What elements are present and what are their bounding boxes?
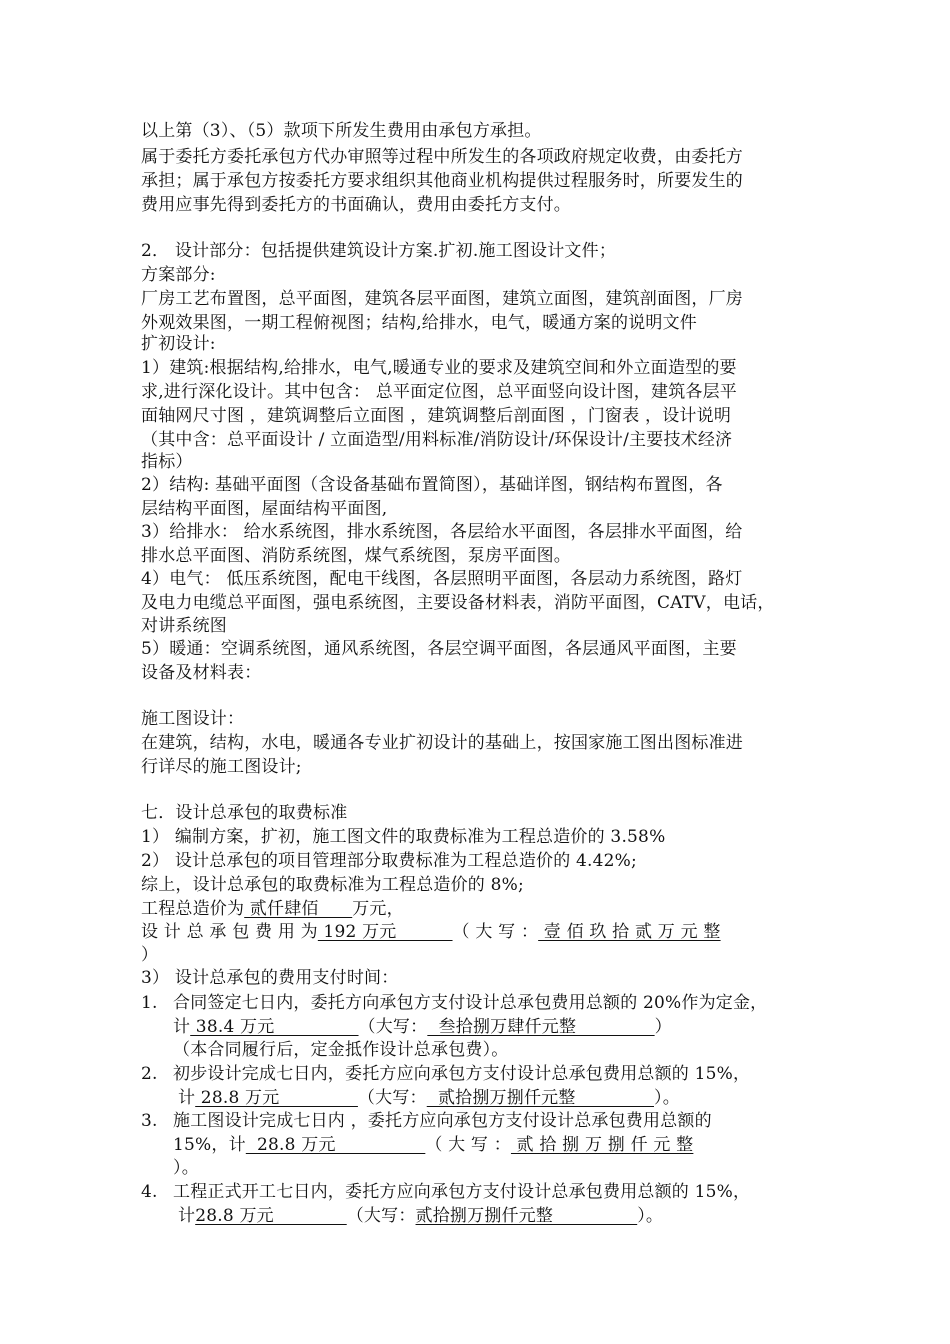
arch-line2: 求,进行深化设计。其中包含： 总平面定位图，总平面竖向设计图，建筑各层平 — [141, 382, 738, 402]
payment-3-text: 施工图设计完成七日内 ，委托方应向承包方支付设计总承包费用总额的 — [173, 1111, 712, 1131]
payment-3-line1 — [141, 1110, 712, 1132]
payment-2-line2 — [178, 1087, 680, 1109]
para1-line4: 费用应事先得到委托方的书面确认，费用由委托方支付。 — [141, 195, 571, 215]
design-fee-value: 192 万元 — [317, 922, 453, 942]
payment-1-text: 合同签定七日内，委托方向承包方支付设计总承包费用总额的 20%作为定金， — [173, 993, 768, 1013]
hvac-line1: 5）暖通：空调系统图，通风系统图，各层空调平面图，各层通风平面图，主要 — [141, 639, 737, 659]
payment-4-amount: 28.8 万元 — [195, 1206, 347, 1226]
payment-2-text: 初步设计完成七日内，委托方应向承包方支付设计总承包费用总额的 15%， — [173, 1064, 751, 1084]
scheme-line1: 厂房工艺布置图，总平面图，建筑各层平面图，建筑立面图，建筑剖面图，厂房 — [141, 289, 743, 309]
para1-line1: 以上第（3）、（5）款项下所发生费用由承包方承担。 — [141, 121, 542, 141]
payment-1-number: 1. — [141, 993, 158, 1013]
payment-4-text: 工程正式开工七日内，委托方应向承包方支付设计总承包费用总额的 15%， — [173, 1182, 751, 1202]
elec-line2: 及电力电缆总平面图，强电系统图，主要设备材料表，消防平面图，CATV，电话， — [141, 593, 775, 613]
payment-1-line2 — [173, 1016, 672, 1038]
scheme-line2: 外观效果图，一期工程俯视图；结构,给排水，电气，暖通方案的说明文件 — [141, 313, 698, 333]
design-fee-upper: 壹 佰 玖 拾 贰 万 元 整 — [538, 922, 721, 942]
payment-4-upper: 贰拾捌万捌仟元整 — [415, 1206, 638, 1226]
arch-line4: （其中含：总平面设计 / 立面造型/用料标准/消防设计/环保设计/主要技术经济 — [141, 430, 733, 450]
construction-label: 施工图设计： — [141, 709, 245, 729]
payment-3-prefix: 15%，计 — [173, 1135, 246, 1155]
prelim-label: 扩初设计: — [141, 334, 216, 354]
total-price-suffix: 万元， — [352, 899, 404, 919]
payment-4-line2 — [178, 1205, 663, 1227]
construction-line2: 行详尽的施工图设计; — [141, 757, 302, 777]
plumb-line1: 3）给排水： 给水系统图，排水系统图，各层给水平面图，各层排水平面图，给 — [141, 522, 743, 542]
payment-1-note: （本合同履行后，定金抵作设计总承包费）。 — [173, 1040, 509, 1060]
payment-1-mid: （大写： — [358, 1017, 428, 1037]
payment-3-line2 — [173, 1134, 693, 1156]
plumb-line2: 排水总平面图、消防系统图，煤气系统图，泵房平面图。 — [141, 546, 571, 566]
para1-line2: 属于委托方委托承包方代办审照等过程中所发生的各项政府规定收费，由委托方 — [141, 147, 743, 167]
payment-1-close: ） — [654, 1017, 672, 1037]
elec-line1: 4）电气： 低压系统图，配电干线图，各层照明平面图，各层动力系统图，路灯 — [141, 569, 743, 589]
struct-line2: 层结构平面图，屋面结构平面图, — [141, 499, 388, 519]
arch-line1: 1）建筑:根据结构,给排水，电气,暖通专业的要求及建筑空间和外立面造型的要 — [141, 358, 737, 378]
payment-4-close: ）。 — [637, 1206, 664, 1226]
elec-line3: 对讲系统图 — [141, 616, 227, 636]
payment-3-mid: （ 大 写 ： — [425, 1135, 511, 1155]
payment-4-number: 4. — [141, 1182, 158, 1202]
section7-heading: 七．设计总承包的取费标准 — [141, 803, 348, 823]
total-price-value: 贰仟肆佰 — [244, 899, 353, 919]
payment-2-number: 2. — [141, 1064, 158, 1084]
payment-time-heading: 3） 设计总承包的费用支付时间： — [141, 968, 399, 988]
scheme-label: 方案部分: — [141, 265, 216, 285]
design-fee-prefix: 设 计 总 承 包 费 用 为 — [141, 922, 318, 942]
payment-3-close: ）。 — [173, 1158, 199, 1178]
fee-item1: 1） 编制方案，扩初，施工图文件的取费标准为工程总造价的 3.58% — [141, 827, 666, 847]
payment-4-prefix: 计 — [178, 1206, 196, 1226]
payment-1-prefix: 计 — [173, 1017, 191, 1037]
arch-line5: 指标） — [141, 452, 193, 472]
payment-2-amount: 28.8 万元 — [195, 1088, 358, 1108]
section2-heading: 2． 设计部分：包括提供建筑设计方案.扩初.施工图设计文件； — [141, 241, 617, 261]
payment-3-number: 3. — [141, 1111, 158, 1131]
hvac-line2: 设备及材料表： — [141, 663, 262, 683]
payment-2-upper: 贰拾捌万捌仟元整 — [426, 1088, 654, 1108]
total-price-line — [141, 898, 404, 920]
design-fee-close: ） — [141, 945, 159, 965]
payment-2-line1 — [141, 1063, 750, 1085]
payment-1-line1 — [141, 992, 767, 1014]
para1-line3: 承担；属于承包方按委托方要求组织其他商业机构提供过程服务时，所要发生的 — [141, 171, 743, 191]
payment-2-mid: （大写： — [357, 1088, 427, 1108]
fee-item2: 2） 设计总承包的项目管理部分取费标准为工程总造价的 4.42%; — [141, 851, 637, 871]
total-price-prefix: 工程总造价为 — [141, 899, 245, 919]
arch-line3: 面轴网尺寸图 ，建筑调整后立面图 ，建筑调整后剖面图 ，门窗表 ，设计说明 — [141, 406, 732, 426]
design-fee-line — [141, 921, 721, 943]
struct-line1: 2）结构: 基础平面图（含设备基础布置简图），基础详图，钢结构布置图，各 — [141, 475, 723, 495]
payment-2-close: ）。 — [654, 1088, 680, 1108]
payment-4-mid: （大写： — [346, 1206, 416, 1226]
payment-1-upper: 叁拾捌万肆仟元整 — [427, 1017, 655, 1037]
payment-3-amount: 28.8 万元 — [245, 1135, 426, 1155]
fee-summary: 综上，设计总承包的取费标准为工程总造价的 8%; — [141, 875, 524, 895]
payment-4-line1 — [141, 1181, 750, 1203]
payment-1-amount: 38.4 万元 — [190, 1017, 359, 1037]
construction-line1: 在建筑，结构，水电，暖通各专业扩初设计的基础上，按国家施工图出图标准进 — [141, 733, 743, 753]
payment-3-upper: 贰 拾 捌 万 捌 仟 元 整 — [510, 1135, 694, 1155]
design-fee-mid: （ 大 写 ： — [452, 922, 539, 942]
payment-2-prefix: 计 — [178, 1088, 196, 1108]
